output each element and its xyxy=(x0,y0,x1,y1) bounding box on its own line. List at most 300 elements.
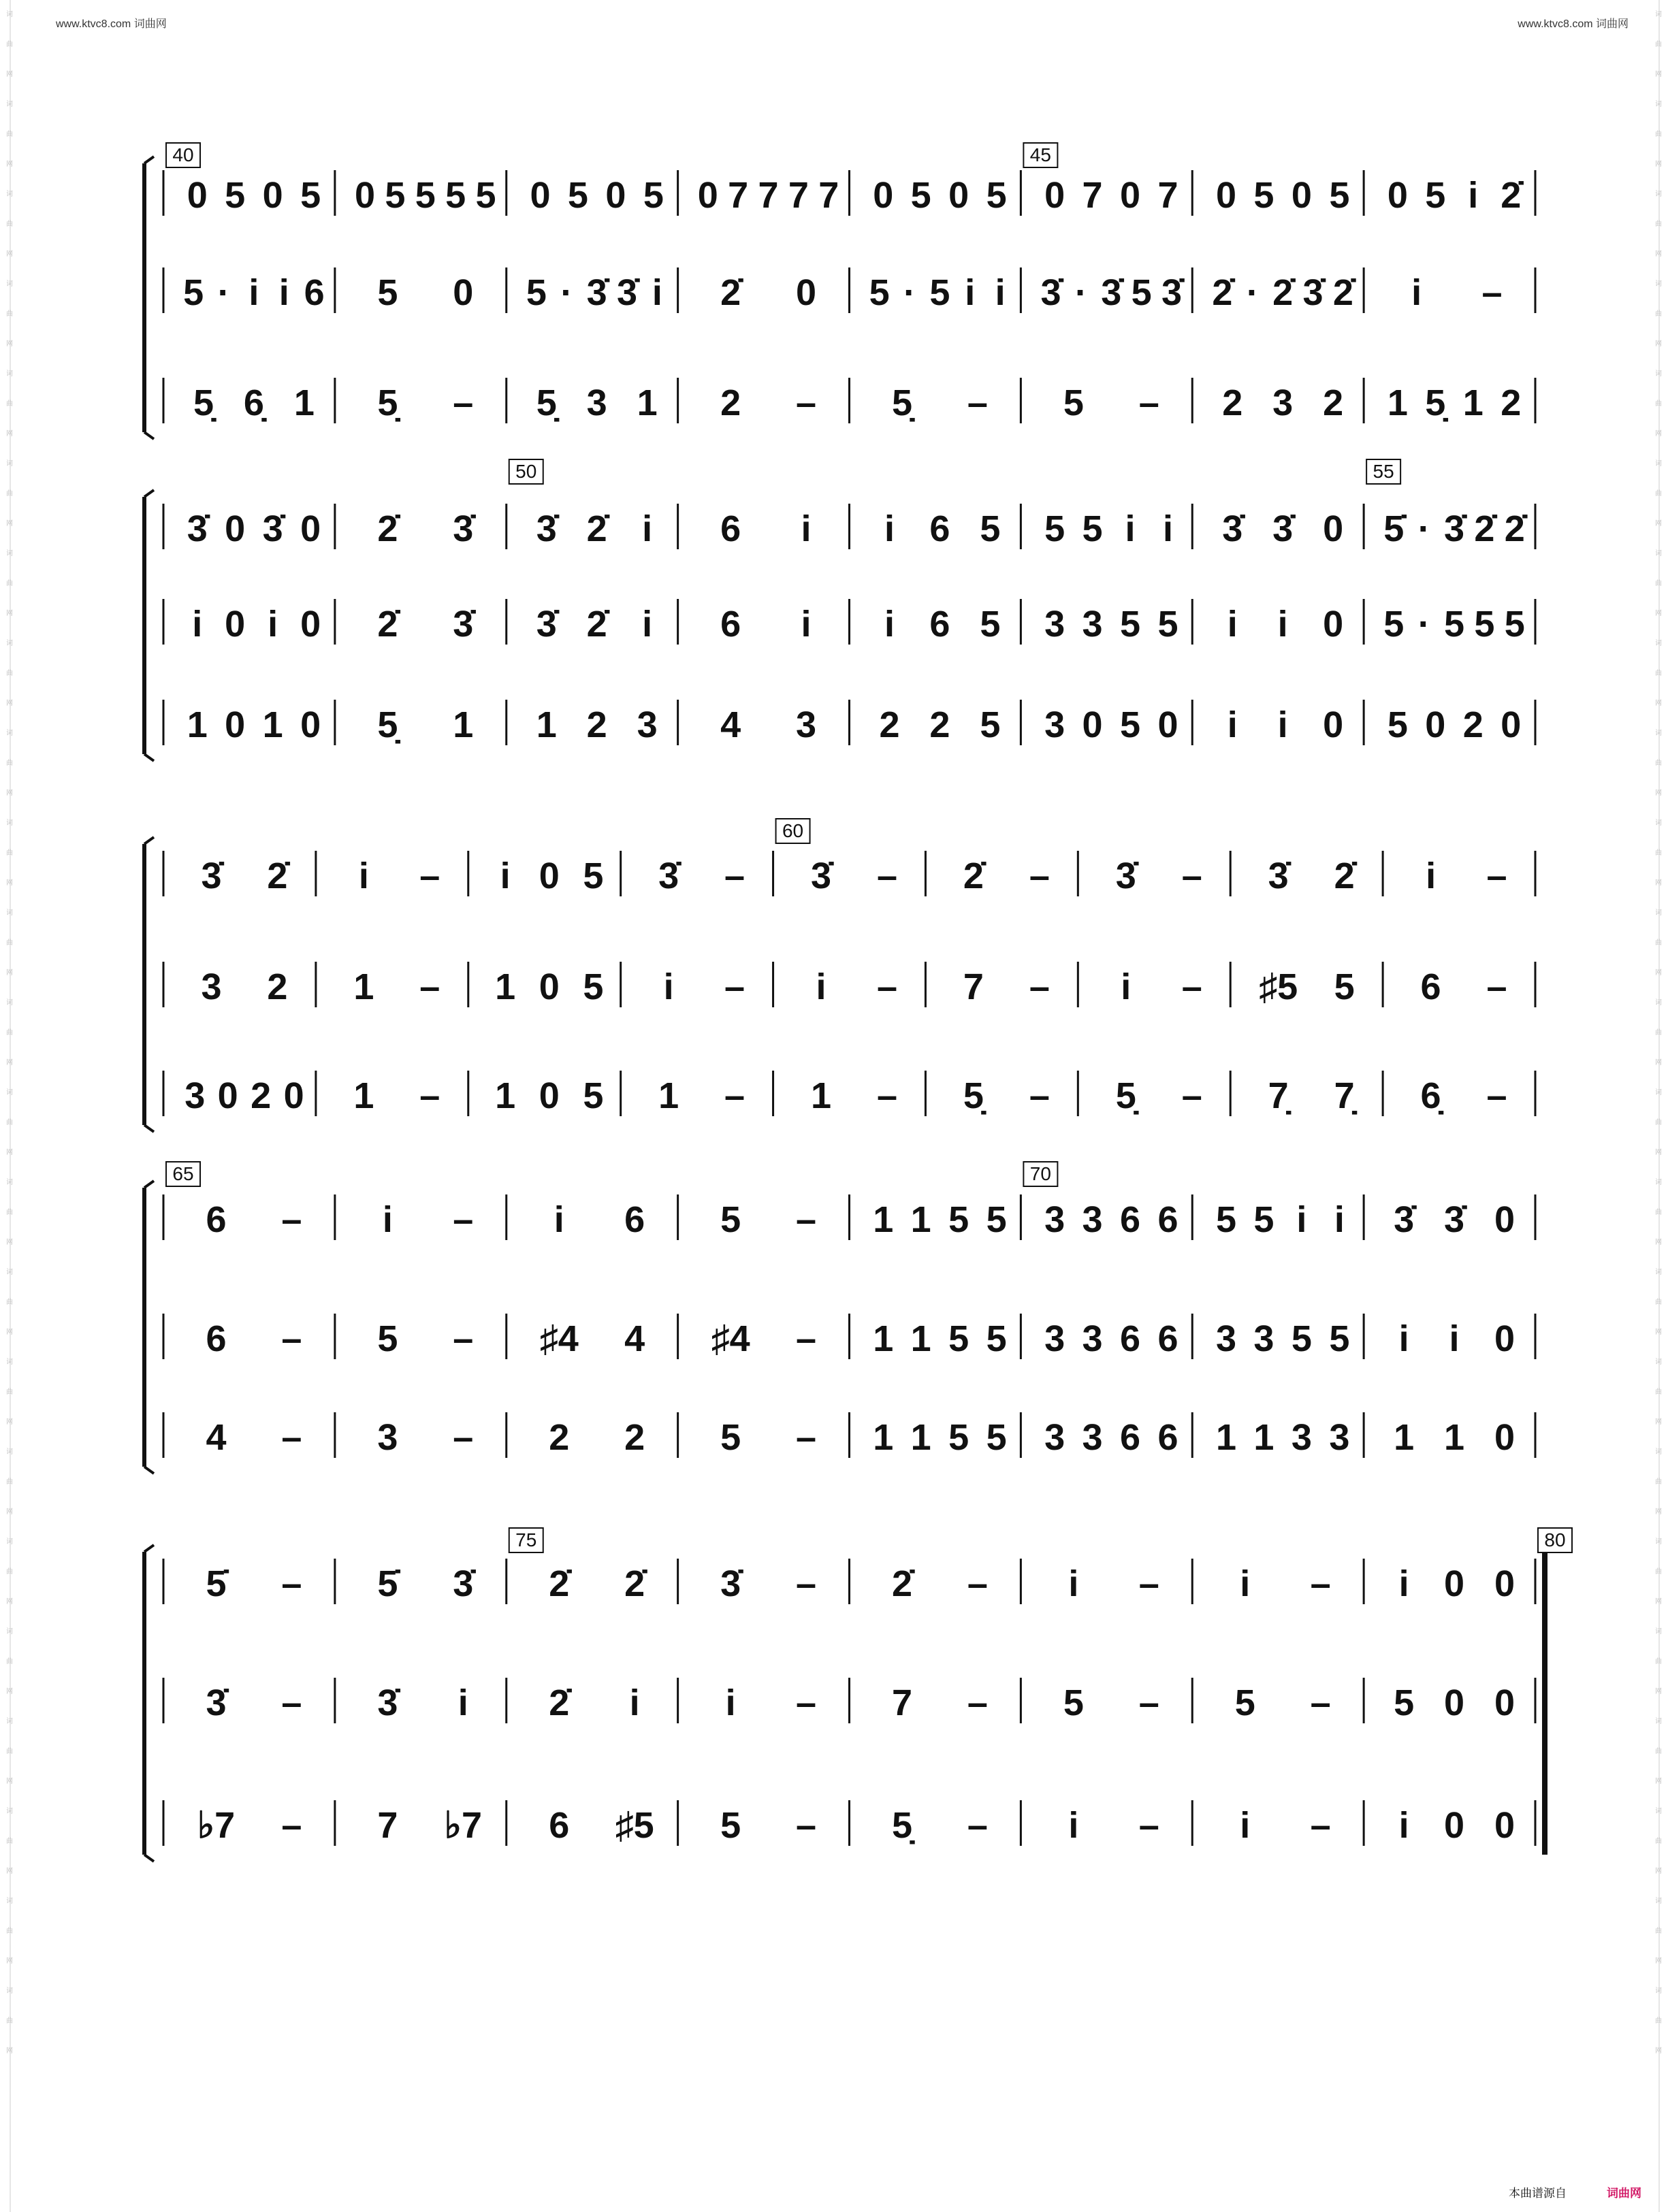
note: 2̇ xyxy=(1474,508,1495,549)
note: 2̇ xyxy=(891,1563,912,1604)
measure-number: 50 xyxy=(515,461,537,482)
note: – xyxy=(281,1805,302,1846)
note: ♭7 xyxy=(197,1805,236,1846)
note: 3 xyxy=(1082,1318,1103,1359)
note: – xyxy=(1486,856,1507,896)
note: 6 xyxy=(1157,1318,1178,1359)
note: 5 xyxy=(1329,175,1350,216)
note: 5 xyxy=(415,175,436,216)
note: 5 xyxy=(583,966,604,1007)
note: – xyxy=(876,1075,897,1116)
note: i xyxy=(248,272,259,313)
note: 2̇ xyxy=(720,272,741,313)
note: 2 xyxy=(879,704,900,745)
note: 5 xyxy=(583,856,604,896)
note: 5 xyxy=(1394,1682,1415,1723)
note: – xyxy=(796,1199,817,1240)
note: 0 xyxy=(1291,175,1312,216)
note: 5 xyxy=(300,175,321,216)
note: · xyxy=(560,272,573,313)
note: · xyxy=(217,272,230,313)
note: 3 xyxy=(1329,1417,1350,1458)
note: 5 xyxy=(1063,1682,1084,1723)
note: i xyxy=(358,856,369,896)
note: 5 xyxy=(1131,272,1152,313)
note: 5 xyxy=(385,175,406,216)
system-bracket-top-hook xyxy=(144,490,154,497)
note: i xyxy=(458,1682,468,1723)
note: 5 xyxy=(377,272,398,313)
note: 0 xyxy=(539,1075,560,1116)
note: 0 xyxy=(225,704,246,745)
note: ♯4 xyxy=(539,1318,579,1359)
note: 7 xyxy=(1082,175,1103,216)
note: 3̇ xyxy=(536,604,557,645)
note: i xyxy=(965,272,976,313)
note: 6 xyxy=(1120,1417,1141,1458)
note: 5̣ xyxy=(891,1805,912,1846)
note: – xyxy=(967,1563,988,1604)
note: 3 xyxy=(637,704,658,745)
note: 5 xyxy=(1082,508,1103,549)
note: i xyxy=(884,604,895,645)
note: 2̇ xyxy=(624,1563,645,1604)
note: 3̇ xyxy=(453,508,474,549)
note: 7 xyxy=(891,1682,912,1723)
note: 2̇ xyxy=(377,604,398,645)
note: 2̇ xyxy=(549,1563,570,1604)
note: 1 xyxy=(353,966,374,1007)
note: 2̇ xyxy=(1501,175,1522,216)
note: i xyxy=(382,1199,393,1240)
note: 5̣ xyxy=(1425,383,1446,423)
note: 0 xyxy=(1387,175,1408,216)
note: – xyxy=(967,383,988,423)
note: 4 xyxy=(206,1417,227,1458)
note: 5 xyxy=(720,1417,741,1458)
note: 5 xyxy=(980,704,1001,745)
note: 7 xyxy=(377,1805,398,1846)
note: 1 xyxy=(353,1075,374,1116)
measure-number: 40 xyxy=(172,144,194,165)
note: 3 xyxy=(796,704,817,745)
note: 0 xyxy=(300,508,321,549)
note: 1 xyxy=(637,383,658,423)
note: 5 xyxy=(720,1199,741,1240)
note: 3̇ xyxy=(201,856,222,896)
note: 0 xyxy=(873,175,894,216)
note: · xyxy=(1417,508,1430,549)
note: – xyxy=(796,1318,817,1359)
system-bracket-top-hook xyxy=(144,1181,154,1188)
note: 0 xyxy=(225,508,246,549)
note: 5 xyxy=(1329,1318,1350,1359)
note: i xyxy=(652,272,662,313)
note: – xyxy=(796,1805,817,1846)
note: 2 xyxy=(1222,383,1243,423)
note: 5̇ xyxy=(377,1563,398,1604)
note: 0 xyxy=(1494,1199,1515,1240)
measure-number: 75 xyxy=(515,1529,537,1550)
note: 3̇ xyxy=(536,508,557,549)
note: i xyxy=(1277,604,1288,645)
note: 0 xyxy=(1501,704,1522,745)
note: 5 xyxy=(1234,1682,1255,1723)
note: 3̇ xyxy=(1161,272,1183,313)
note: 0 xyxy=(225,604,246,645)
note: 5 xyxy=(1120,704,1141,745)
note: 5̣ xyxy=(377,383,398,423)
note: ♭7 xyxy=(444,1805,483,1846)
note: i xyxy=(801,508,812,549)
note: 6 xyxy=(1120,1318,1141,1359)
note: 0 xyxy=(1444,1563,1465,1604)
note: 1 xyxy=(1215,1417,1237,1458)
note: 3 xyxy=(1272,383,1294,423)
note: – xyxy=(796,1563,817,1604)
note: 3 xyxy=(586,383,607,423)
note: – xyxy=(967,1805,988,1846)
note: i xyxy=(629,1682,640,1723)
note: – xyxy=(1138,383,1159,423)
note: i xyxy=(192,604,203,645)
note: 3 xyxy=(185,1075,206,1116)
note: 1 xyxy=(1462,383,1483,423)
note: 3̇ xyxy=(1040,272,1061,313)
note: 6 xyxy=(929,508,950,549)
note: – xyxy=(1310,1563,1331,1604)
note: 0 xyxy=(1444,1682,1465,1723)
note: 2 xyxy=(929,704,950,745)
note: 0 xyxy=(1157,704,1178,745)
note: 5 xyxy=(567,175,588,216)
note: 2̇ xyxy=(1272,272,1294,313)
note: 0 xyxy=(1425,704,1446,745)
note: 5 xyxy=(986,1199,1007,1240)
note: 2 xyxy=(251,1075,272,1116)
note: 1 xyxy=(495,1075,516,1116)
note: 5̣ xyxy=(377,704,398,745)
note: 3 xyxy=(1291,1417,1312,1458)
note: – xyxy=(1486,966,1507,1007)
note: 5 xyxy=(1044,508,1065,549)
note: 6 xyxy=(304,272,325,313)
note: 0 xyxy=(187,175,208,216)
note: – xyxy=(1138,1682,1159,1723)
note: 5 xyxy=(1425,175,1446,216)
note: – xyxy=(1481,272,1503,313)
note: 0 xyxy=(539,966,560,1007)
system-bracket-bottom-hook xyxy=(144,1125,154,1132)
note: – xyxy=(724,1075,745,1116)
note: i xyxy=(1426,856,1437,896)
note: 7 xyxy=(818,175,839,216)
note: 2 xyxy=(1462,704,1483,745)
note: 0 xyxy=(300,704,321,745)
note: 3 xyxy=(1044,1417,1065,1458)
note: 5 xyxy=(377,1318,398,1359)
note: 5 xyxy=(948,1199,969,1240)
note: 1 xyxy=(293,383,315,423)
system-bracket-bottom-hook xyxy=(144,432,154,439)
note: 3̇ xyxy=(187,508,208,549)
note: 3 xyxy=(1215,1318,1237,1359)
note: 5 xyxy=(1157,604,1178,645)
note: 1 xyxy=(1387,383,1408,423)
note: 0 xyxy=(300,604,321,645)
note: 0 xyxy=(262,175,283,216)
note: 4 xyxy=(624,1318,645,1359)
note: 0 xyxy=(355,175,376,216)
note: i xyxy=(1163,508,1174,549)
note: 3̇ xyxy=(1222,508,1243,549)
note: 5 xyxy=(986,1417,1007,1458)
note: 0 xyxy=(1082,704,1103,745)
note: 0 xyxy=(796,272,817,313)
note: i xyxy=(1334,1199,1345,1240)
note: 0 xyxy=(948,175,969,216)
note: 6 xyxy=(624,1199,645,1240)
note: 5 xyxy=(980,604,1001,645)
note: 1 xyxy=(1444,1417,1465,1458)
note: 5 xyxy=(1444,604,1465,645)
note: 2 xyxy=(624,1417,645,1458)
note: i xyxy=(1125,508,1136,549)
note: 6 xyxy=(549,1805,570,1846)
note: – xyxy=(796,1682,817,1723)
note: 1 xyxy=(873,1417,894,1458)
note: 5 xyxy=(1334,966,1355,1007)
note: 2̇ xyxy=(377,508,398,549)
note: 5 xyxy=(225,175,246,216)
note: 1 xyxy=(910,1199,931,1240)
note: 5 xyxy=(986,1318,1007,1359)
note: – xyxy=(419,966,440,1007)
note: – xyxy=(1310,1805,1331,1846)
note: 0 xyxy=(1323,704,1344,745)
note: – xyxy=(281,1318,302,1359)
note: 5̣ xyxy=(536,383,557,423)
note: 5 xyxy=(1253,1199,1274,1240)
note: 3̇ xyxy=(617,272,638,313)
note: 1 xyxy=(1253,1417,1274,1458)
note: 3 xyxy=(1082,604,1103,645)
measure-number: 55 xyxy=(1373,461,1394,482)
note: 6 xyxy=(1120,1199,1141,1240)
note: 3̇ xyxy=(453,1563,474,1604)
note: 2̇ xyxy=(1212,272,1233,313)
note: 7 xyxy=(788,175,809,216)
note: 3̇ xyxy=(377,1682,398,1723)
note: 5 xyxy=(986,175,1007,216)
note: i xyxy=(642,508,653,549)
system-bracket-top-hook xyxy=(144,157,154,163)
note: 5 xyxy=(929,272,950,313)
note: 5̣ xyxy=(963,1075,984,1116)
note: 1 xyxy=(262,704,283,745)
note: 0 xyxy=(283,1075,304,1116)
note: 1 xyxy=(536,704,557,745)
note: 1 xyxy=(910,1417,931,1458)
note: 0 xyxy=(1494,1805,1515,1846)
note: 3̇ xyxy=(586,272,607,313)
measure-number: 60 xyxy=(782,820,804,841)
note: 5 xyxy=(1291,1318,1312,1359)
right-watermark-strip: 词 曲 网 词 曲 网 词 曲 网 词 曲 网 词 曲 网 词 曲 网 词 曲 网 词 曲 网 词 曲 网 词 曲 网 词 曲 网 词 曲 网 词 曲 网 词 曲 网 词 曲 网 词 曲 网 词 曲 网 词 曲 网 词 曲 网 词 曲 网 词 曲 网 词 曲 网 词 曲 网 xyxy=(1655,11,1662,2055)
note: 1 xyxy=(453,704,474,745)
note: 5 xyxy=(475,175,496,216)
note: 6 xyxy=(206,1199,227,1240)
note: 3̇ xyxy=(811,856,832,896)
measure-number: 65 xyxy=(172,1163,194,1184)
note: 3̇ xyxy=(1101,272,1122,313)
note: – xyxy=(724,856,745,896)
note: 7 xyxy=(758,175,779,216)
note: – xyxy=(281,1682,302,1723)
note: 2̇ xyxy=(1504,508,1525,549)
note: 5 xyxy=(1387,704,1408,745)
note: 0 xyxy=(1215,175,1237,216)
note: 2 xyxy=(720,383,741,423)
measure-number: 80 xyxy=(1544,1529,1566,1550)
note: 5 xyxy=(948,1318,969,1359)
note: 5̣ xyxy=(891,383,912,423)
note: 2̇ xyxy=(267,856,288,896)
note: 2 xyxy=(549,1417,570,1458)
note: ♯5 xyxy=(1259,966,1298,1007)
note: 5 xyxy=(910,175,931,216)
note: 2 xyxy=(1501,383,1522,423)
note: – xyxy=(453,1199,474,1240)
note: i xyxy=(1398,1563,1409,1604)
note: 6̣ xyxy=(243,383,264,423)
note: 0 xyxy=(1044,175,1065,216)
note: 5 xyxy=(980,508,1001,549)
note: i xyxy=(1296,1199,1307,1240)
note: 5 xyxy=(1383,604,1405,645)
note: 2̇ xyxy=(586,508,607,549)
note: 5 xyxy=(583,1075,604,1116)
note: 6 xyxy=(206,1318,227,1359)
note: 3 xyxy=(1082,1417,1103,1458)
note: – xyxy=(419,856,440,896)
note: – xyxy=(453,1318,474,1359)
note: – xyxy=(1310,1682,1331,1723)
note: 5 xyxy=(1215,1199,1237,1240)
note: 5 xyxy=(720,1805,741,1846)
note: 0 xyxy=(605,175,626,216)
note: 5̣ xyxy=(193,383,214,423)
note: 1 xyxy=(187,704,208,745)
note: 3 xyxy=(1253,1318,1274,1359)
note: 0 xyxy=(453,272,474,313)
note: 6̣ xyxy=(1420,1075,1441,1116)
note: – xyxy=(724,966,745,1007)
note: 2 xyxy=(1323,383,1344,423)
note: 5 xyxy=(526,272,547,313)
note: 5̣ xyxy=(1115,1075,1136,1116)
note: – xyxy=(967,1682,988,1723)
note: 3 xyxy=(1044,1318,1065,1359)
footer-site-label: 词曲网 xyxy=(1607,2187,1641,2200)
note: 2̇ xyxy=(1334,856,1355,896)
note: – xyxy=(1181,856,1202,896)
note: 1 xyxy=(873,1318,894,1359)
note: 3̇ xyxy=(1394,1199,1415,1240)
note: i xyxy=(1411,272,1422,313)
note: 1 xyxy=(495,966,516,1007)
note: 5 xyxy=(869,272,890,313)
note: 0 xyxy=(217,1075,238,1116)
note: i xyxy=(1240,1563,1251,1604)
left-watermark-strip: 词 曲 网 词 曲 网 词 曲 网 词 曲 网 词 曲 网 词 曲 网 词 曲 网 词 曲 网 词 曲 网 词 曲 网 词 曲 网 词 曲 网 词 曲 网 词 曲 网 词 曲 网 词 曲 网 词 曲 网 词 曲 网 词 曲 网 词 曲 网 词 曲 网 词 曲 网 词 曲 网 xyxy=(6,11,13,2055)
note: i xyxy=(1227,704,1238,745)
note: i xyxy=(278,272,289,313)
note: 4 xyxy=(720,704,741,745)
note: · xyxy=(1074,272,1087,313)
note: i xyxy=(816,966,827,1007)
note: i xyxy=(1449,1318,1460,1359)
note: – xyxy=(1029,856,1050,896)
note: i xyxy=(1121,966,1132,1007)
note: 5 xyxy=(183,272,204,313)
note: 1 xyxy=(658,1075,679,1116)
note: 0 xyxy=(1494,1417,1515,1458)
header-site-right: www.ktvc8.com 词曲网 xyxy=(1518,18,1629,30)
note: 6 xyxy=(1157,1417,1178,1458)
note: 0 xyxy=(1444,1805,1465,1846)
note: 3 xyxy=(1082,1199,1103,1240)
note: 2̇ xyxy=(586,604,607,645)
note: 3̇ xyxy=(1444,1199,1465,1240)
note: i xyxy=(1227,604,1238,645)
note: – xyxy=(1029,966,1050,1007)
note: 7 xyxy=(728,175,749,216)
system-bracket-top-hook xyxy=(144,1545,154,1552)
note: 5̇ xyxy=(206,1563,227,1604)
note: 5 xyxy=(1504,604,1525,645)
note: 6 xyxy=(929,604,950,645)
note: 3̇ xyxy=(206,1682,227,1723)
note: 3̇ xyxy=(1272,508,1294,549)
note: 0 xyxy=(530,175,551,216)
note: 5 xyxy=(1120,604,1141,645)
note: i xyxy=(268,604,278,645)
note: – xyxy=(419,1075,440,1116)
note: 0 xyxy=(1323,508,1344,549)
note: 1 xyxy=(1394,1417,1415,1458)
note: ♯4 xyxy=(711,1318,750,1359)
note: i xyxy=(642,604,653,645)
note: – xyxy=(876,856,897,896)
note: · xyxy=(1246,272,1259,313)
note: 3 xyxy=(1044,1199,1065,1240)
note: i xyxy=(725,1682,736,1723)
note: 5 xyxy=(643,175,664,216)
note: i xyxy=(1277,704,1288,745)
system-bracket-bottom-hook xyxy=(144,1467,154,1474)
note: i xyxy=(1468,175,1479,216)
note: – xyxy=(1138,1563,1159,1604)
note: 1 xyxy=(873,1199,894,1240)
note: – xyxy=(453,383,474,423)
note: 3̇ xyxy=(720,1563,741,1604)
note: 2̇ xyxy=(1332,272,1353,313)
note: 7̣ xyxy=(1268,1075,1289,1116)
note: 6 xyxy=(720,508,741,549)
note: – xyxy=(1181,966,1202,1007)
note: 0 xyxy=(1494,1682,1515,1723)
